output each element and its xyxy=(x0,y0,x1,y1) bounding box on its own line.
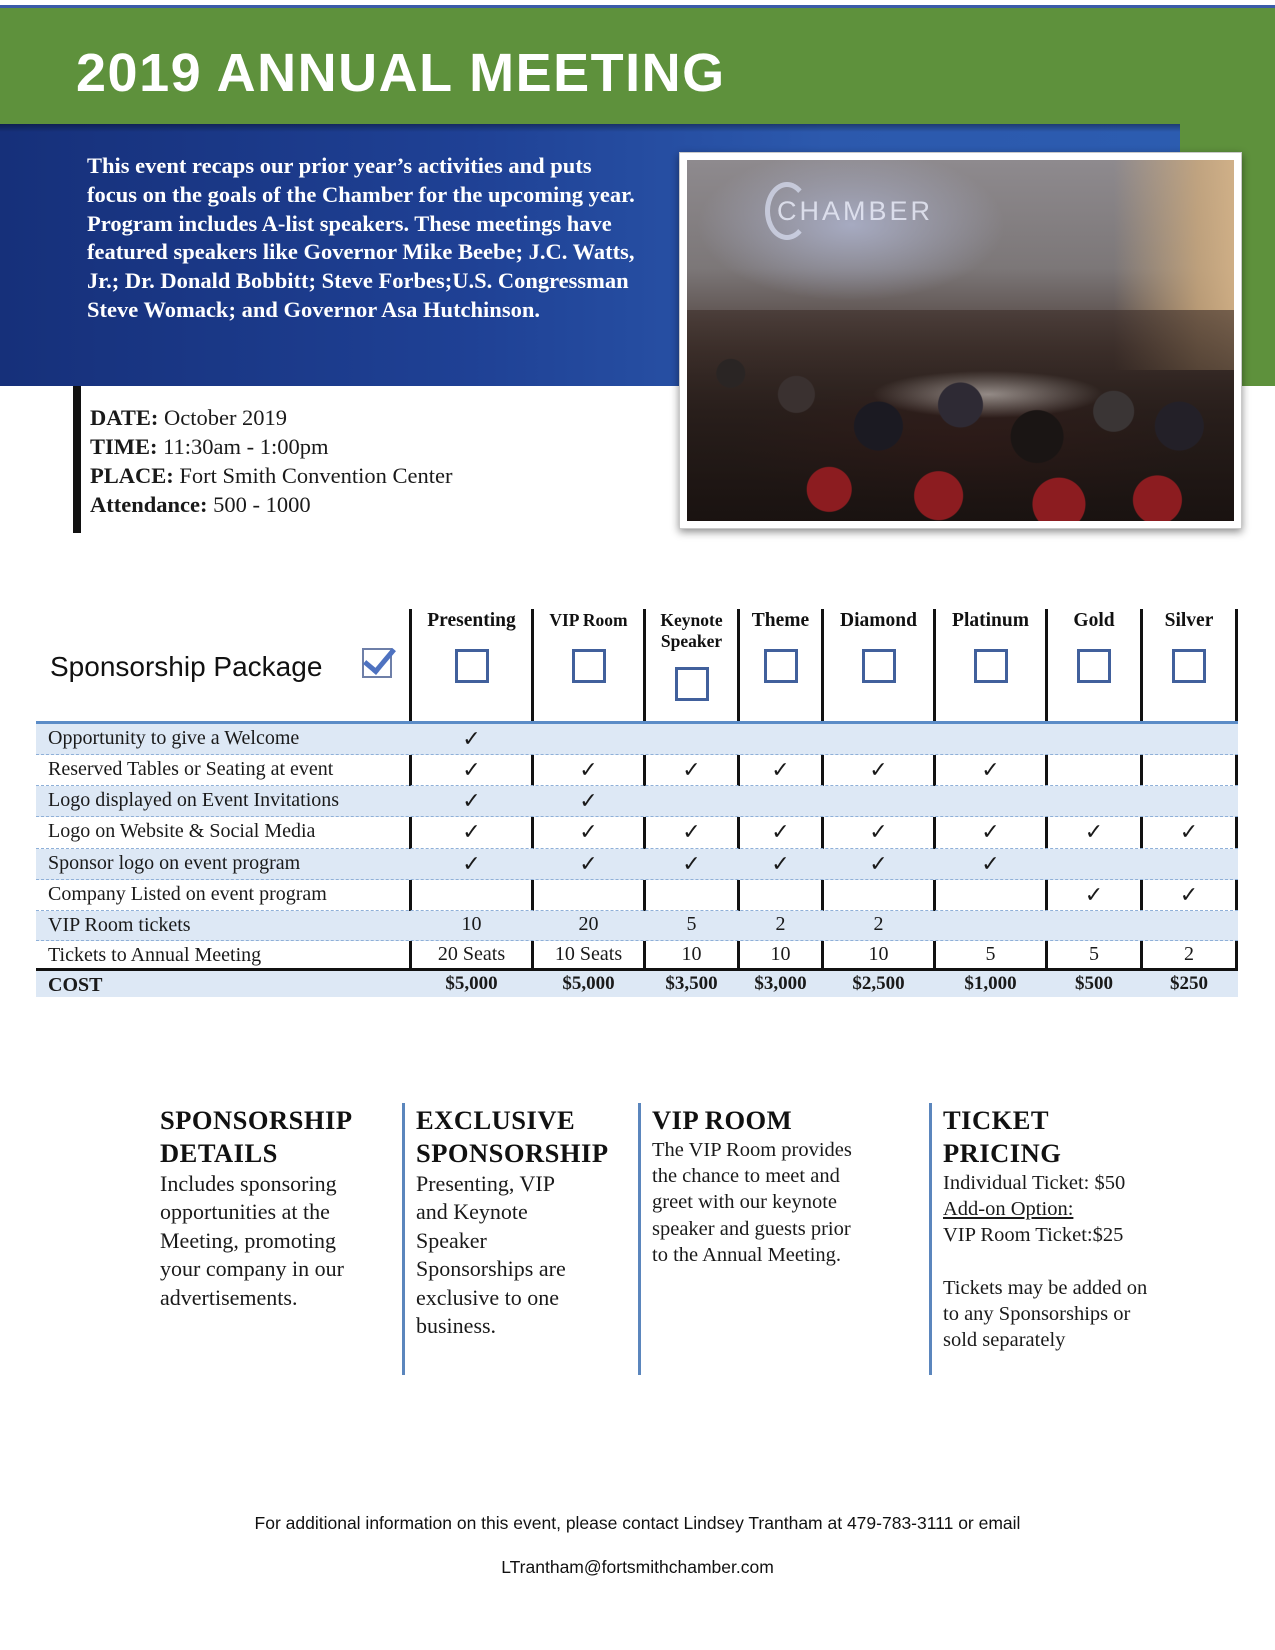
row-label: Opportunity to give a Welcome xyxy=(48,727,300,749)
table-row xyxy=(36,786,1238,817)
intro-text: This event recaps our prior year’s activities and puts focus on the goals of the Chamber for the upcoming year. Program includes A-list speakers. These meetings have featured speakers like Governor Mike Beebe; J.C. Watts, Jr.; Dr. Donald Bobbitt; Steve Forbes;U.S. Congressman Steve Womack; and Governor Asa Hutchinson. xyxy=(87,153,635,322)
ticket-note-line: Tickets may be added on xyxy=(943,1276,1148,1299)
attendance-row xyxy=(90,490,453,519)
table-cell xyxy=(534,724,643,754)
tier-header xyxy=(936,609,1045,722)
row-label: Tickets to Annual Meeting xyxy=(48,944,262,966)
event-photo-frame xyxy=(679,152,1242,529)
checkmark-icon: ✓ xyxy=(462,851,481,876)
table-cell xyxy=(646,786,737,816)
ticket-pricing-heading-line: TICKET xyxy=(943,1105,1050,1135)
tier-label: Diamond xyxy=(840,610,917,631)
checkmark-icon: ✓ xyxy=(1179,819,1199,844)
cost-row xyxy=(36,971,1238,997)
tier-checkbox[interactable] xyxy=(1077,649,1111,683)
table-cell: 2 xyxy=(775,913,786,935)
checkmark-icon: ✓ xyxy=(771,819,790,844)
table-cell xyxy=(1048,911,1140,940)
exclusive-line: exclusive to one xyxy=(416,1284,559,1310)
vip-room-line: The VIP Room provides xyxy=(652,1139,852,1161)
attendance-label: Attendance: xyxy=(90,492,208,517)
sponsorship-details-line: your company in our xyxy=(160,1256,344,1282)
place-value: Fort Smith Convention Center xyxy=(179,463,453,488)
column-divider xyxy=(402,1103,405,1375)
column-divider xyxy=(638,1103,641,1375)
tier-checkbox[interactable] xyxy=(675,667,709,701)
row-label: Company Listed on event program xyxy=(48,883,327,905)
sponsorship-details-line: Includes sponsoring xyxy=(160,1171,337,1196)
table-cell xyxy=(936,724,1045,754)
sponsorship-package-title: Sponsorship Package xyxy=(50,651,323,682)
checkmark-icon: ✓ xyxy=(771,757,790,782)
checkmark-icon: ✓ xyxy=(1084,819,1104,844)
cost-value: $500 xyxy=(1075,973,1113,994)
exclusive-line: Speaker xyxy=(416,1227,487,1253)
tier-header xyxy=(646,609,737,722)
checkmark-icon: ✓ xyxy=(869,757,888,782)
table-row xyxy=(36,817,1238,849)
vip-room-line: to the Annual Meeting. xyxy=(652,1243,842,1266)
time-label: TIME: xyxy=(90,434,158,459)
cost-value: $3,500 xyxy=(665,973,718,994)
table-cell xyxy=(824,880,933,910)
exclusive-heading-line: SPONSORSHIP xyxy=(416,1138,609,1168)
table-cell xyxy=(740,786,821,816)
tier-label: Theme xyxy=(751,610,810,631)
exclusive-line: Sponsorships are xyxy=(416,1256,566,1282)
table-cell xyxy=(534,880,643,910)
place-row xyxy=(90,461,453,490)
tier-header xyxy=(740,609,821,722)
table-cell xyxy=(936,880,1045,910)
exclusive-line: and Keynote xyxy=(416,1199,528,1225)
vip-room-column xyxy=(652,1104,912,1268)
ticket-pricing-heading-line: PRICING xyxy=(943,1138,1062,1168)
checkmark-icon: ✓ xyxy=(869,851,888,876)
date-row xyxy=(90,403,453,432)
table-cell xyxy=(646,880,737,910)
row-label: Logo on Website & Social Media xyxy=(48,820,316,842)
cost-value: $2,500 xyxy=(852,973,905,994)
vip-room-line: greet with our keynote xyxy=(652,1191,838,1214)
table-cell xyxy=(1048,849,1140,879)
checkmark-icon: ✓ xyxy=(682,819,701,844)
table-cell xyxy=(1143,724,1235,754)
tier-label: Presenting xyxy=(427,610,516,631)
checkmark-icon: ✓ xyxy=(981,757,1000,782)
row-label: Logo displayed on Event Invitations xyxy=(48,789,340,811)
tier-header xyxy=(1048,609,1140,722)
table-cell xyxy=(1048,786,1140,816)
place-label: PLACE: xyxy=(90,463,174,488)
table-row xyxy=(36,755,1238,786)
tier-label: Platinum xyxy=(952,610,1029,631)
date-value: October 2019 xyxy=(163,405,288,430)
table-cell xyxy=(740,724,821,754)
sponsorship-details-line: Meeting, promoting xyxy=(160,1227,336,1253)
tier-label: Silver xyxy=(1164,610,1214,631)
checkmark-icon: ✓ xyxy=(462,788,481,813)
crowd-graphic xyxy=(687,310,1234,521)
checkmark-icon: ✓ xyxy=(981,819,1000,844)
cost-value: $1,000 xyxy=(964,973,1017,994)
tier-checkbox[interactable] xyxy=(1172,649,1206,683)
ticket-pricing-column xyxy=(943,1104,1233,1353)
page-title: 2019 ANNUAL MEETING xyxy=(76,43,726,103)
table-cell xyxy=(1048,755,1140,785)
table-cell: 10 Seats xyxy=(554,943,623,965)
tier-checkbox[interactable] xyxy=(764,649,798,683)
contact-email[interactable]: LTrantham@fortsmithchamber.com xyxy=(501,1557,774,1577)
checkmark-icon: ✓ xyxy=(682,851,701,876)
table-cell: 20 xyxy=(578,913,599,935)
tier-header xyxy=(412,609,531,722)
event-info xyxy=(90,403,453,519)
table-cell xyxy=(1143,849,1235,879)
cost-label: COST xyxy=(48,974,103,996)
ticket-note-line: to any Sponsorships or xyxy=(943,1302,1131,1325)
row-label: VIP Room tickets xyxy=(48,914,191,936)
addon-option-label: Add-on Option: xyxy=(943,1198,1074,1221)
checkmark-icon: ✓ xyxy=(771,851,790,876)
checkmark-icon: ✓ xyxy=(1084,882,1104,907)
table-cell xyxy=(1143,911,1235,940)
table-cell xyxy=(1048,724,1140,754)
table-cell: 5 xyxy=(1089,943,1099,965)
checkmark-icon: ✓ xyxy=(462,757,481,782)
checkmark-icon: ✓ xyxy=(579,757,598,782)
table-row xyxy=(36,849,1238,880)
checkmark-icon: ✓ xyxy=(579,819,598,844)
time-value: 11:30am - 1:00pm xyxy=(163,434,329,459)
cost-value: $250 xyxy=(1170,973,1208,994)
table-cell: 2 xyxy=(873,913,884,935)
row-label: Reserved Tables or Seating at event xyxy=(48,758,334,780)
sponsorship-details-line: opportunities at the xyxy=(160,1199,330,1225)
table-cell: 10 xyxy=(770,943,791,965)
vip-room-heading: VIP ROOM xyxy=(652,1105,793,1135)
vip-room-line: speaker and guests prior xyxy=(652,1217,851,1240)
table-cell xyxy=(646,724,737,754)
table-row xyxy=(36,880,1238,911)
table-cell xyxy=(1143,755,1235,785)
tier-header xyxy=(534,609,643,722)
sponsorship-details-column xyxy=(160,1104,385,1312)
ticket-note-line: sold separately xyxy=(943,1329,1066,1352)
exclusive-heading-line: EXCLUSIVE xyxy=(416,1105,576,1135)
spacer xyxy=(943,1249,1233,1275)
checkmark-icon: ✓ xyxy=(462,726,481,751)
tier-checkbox[interactable] xyxy=(974,649,1008,683)
table-cell: 5 xyxy=(985,943,996,965)
checkmark-icon: ✓ xyxy=(579,788,598,813)
header-band xyxy=(0,8,1275,124)
table-cell: 2 xyxy=(1184,943,1194,965)
table-cell xyxy=(824,786,933,816)
table-cell xyxy=(936,786,1045,816)
checkmark-icon: ✓ xyxy=(462,819,481,844)
individual-ticket-price: Individual Ticket: $50 xyxy=(943,1172,1126,1194)
table-cell xyxy=(824,724,933,754)
tier-label: Keynote Speaker xyxy=(660,610,723,651)
exclusive-line: business. xyxy=(416,1313,497,1339)
table-row xyxy=(36,941,1238,968)
table-cell: 10 xyxy=(461,913,482,935)
vip-room-line: the chance to meet and xyxy=(652,1165,840,1188)
table-cell xyxy=(412,880,531,910)
sponsorship-details-heading: SPONSORSHIP DETAILS xyxy=(160,1105,352,1168)
tier-checkbox[interactable] xyxy=(572,649,606,683)
checkmark-icon: ✓ xyxy=(981,851,1000,876)
checkmark-icon: ✓ xyxy=(869,819,888,844)
table-row xyxy=(36,724,1238,755)
checkmark-icon: ✓ xyxy=(579,851,598,876)
event-photo xyxy=(687,160,1234,521)
cost-value: $5,000 xyxy=(562,973,615,994)
tier-label: Gold xyxy=(1073,610,1115,631)
cost-value: $5,000 xyxy=(445,973,498,994)
table-cell: 20 Seats xyxy=(437,943,506,965)
table-cell: 10 xyxy=(868,943,889,965)
checked-checkbox-icon xyxy=(362,648,392,678)
sponsorship-details-line: advertisements. xyxy=(160,1284,298,1310)
exclusive-line: Presenting, VIP xyxy=(416,1171,555,1196)
tier-header xyxy=(1143,609,1235,722)
tier-header xyxy=(824,609,933,722)
tier-checkbox[interactable] xyxy=(455,649,489,683)
exclusive-sponsorship-column xyxy=(416,1104,641,1340)
table-cell: 5 xyxy=(686,913,697,935)
table-cell xyxy=(936,911,1045,940)
checkmark-icon: ✓ xyxy=(682,757,701,782)
contact-line: For additional information on this event, please contact Lindsey Trantham at 479-783-3111 or email xyxy=(254,1513,1021,1533)
column-divider xyxy=(929,1103,932,1375)
vip-ticket-price: VIP Room Ticket:$25 xyxy=(943,1224,1124,1247)
table-cell xyxy=(740,880,821,910)
tier-checkbox[interactable] xyxy=(862,649,896,683)
row-label: Sponsor logo on event program xyxy=(48,852,301,874)
table-row xyxy=(36,911,1238,941)
checkmark-icon: ✓ xyxy=(1179,882,1199,907)
attendance-value: 500 - 1000 xyxy=(213,492,311,517)
tier-label: VIP Room xyxy=(549,610,628,630)
time-row xyxy=(90,432,453,461)
projection-text: CHAMBER xyxy=(777,196,934,226)
date-label: DATE: xyxy=(90,405,159,430)
table-cell xyxy=(1143,786,1235,816)
info-accent-bar xyxy=(73,386,81,533)
cost-value: $3,000 xyxy=(754,973,807,994)
table-cell: 10 xyxy=(681,943,702,965)
